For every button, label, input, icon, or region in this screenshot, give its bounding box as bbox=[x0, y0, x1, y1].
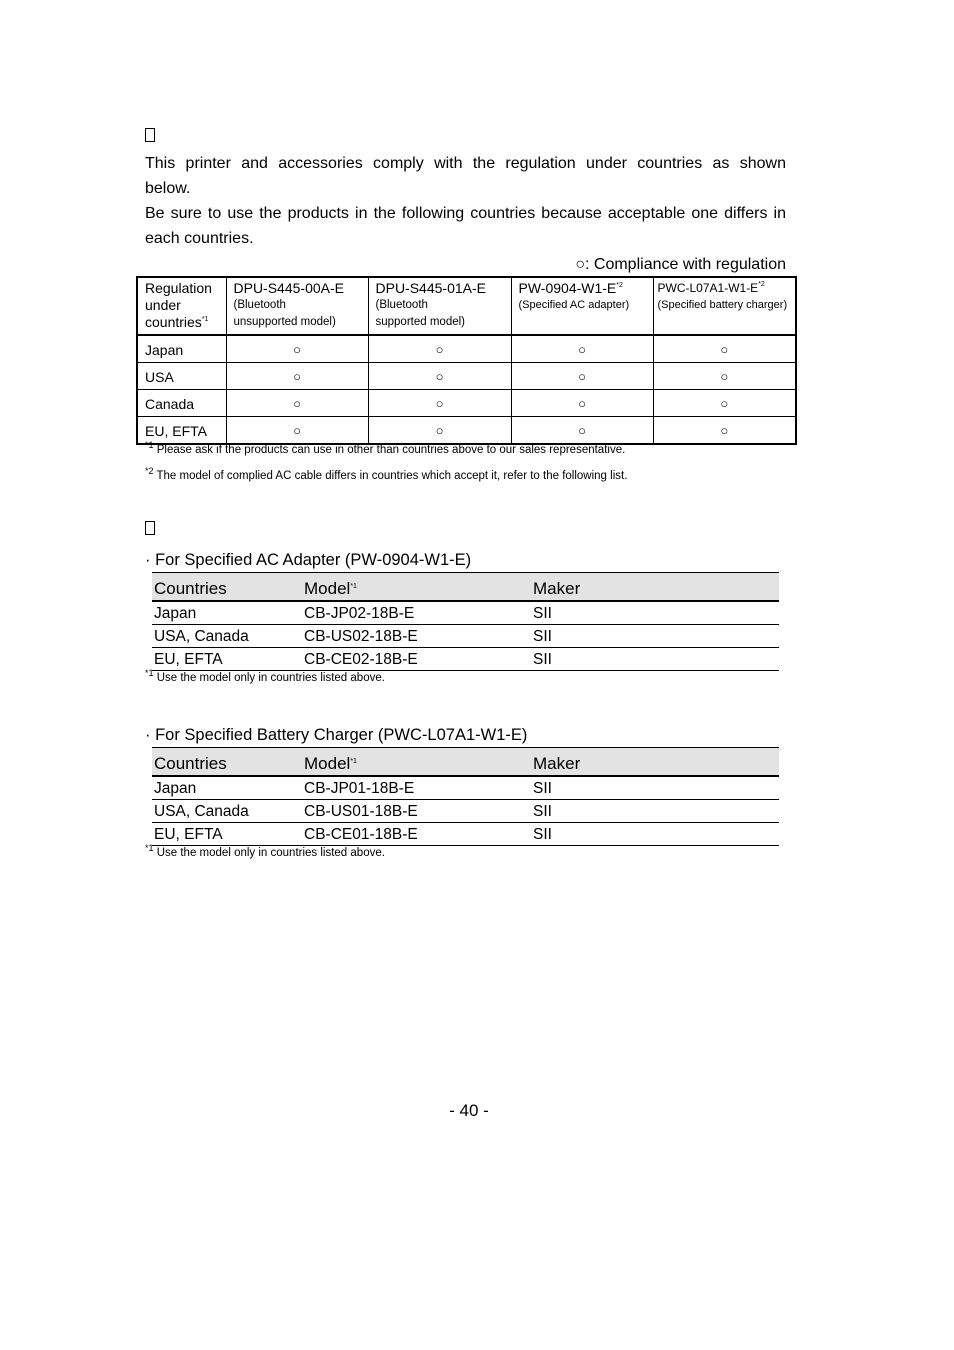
table-row: Japan CB-JP02-18B-E SII bbox=[152, 601, 779, 625]
ac-adapter-heading: · For Specified AC Adapter (PW-0904-W1-E) bbox=[145, 551, 472, 569]
compliance-legend: ○: Compliance with regulation bbox=[575, 256, 786, 273]
battery-charger-footnote: $^{*1}$ Use the model only in countries listed above. bbox=[145, 843, 385, 859]
table-row: EU, EFTA CB-CE01-18B-E SII bbox=[152, 823, 779, 846]
intro-line-3: Be sure to use the products in the following countries because acceptable one differs in bbox=[145, 205, 786, 222]
compliance-row-usa: USA ○ ○ ○ ○ bbox=[137, 363, 796, 390]
intro-text bbox=[145, 151, 786, 251]
table-row: USA, Canada CB-US02-18B-E SII bbox=[152, 625, 779, 648]
header-regulation: Regulation under countries$^{*1}$ bbox=[137, 277, 226, 335]
header-pwc-l07a1: PWC-$L07A1-W1-E^{*2}$ (Specified battery charger) bbox=[653, 277, 796, 335]
header-dpu-01a: DPU-S445-01A-E (Bluetooth supported model) bbox=[368, 277, 511, 335]
missing-glyph-box-2 bbox=[145, 521, 155, 535]
intro-line-2: below. bbox=[145, 180, 191, 197]
missing-glyph-box-1 bbox=[145, 128, 155, 142]
intro-line-1: This printer and accessories comply with the regulation under countries as shown bbox=[145, 155, 786, 172]
table-row: EU, EFTA CB-CE02-18B-E SII bbox=[152, 648, 779, 671]
footnote-1: $^{*1}$ Please ask if the products can use in other than countries above to our sales representative. bbox=[145, 440, 626, 456]
compliance-row-eu: EU, EFTA ○ ○ ○ ○ bbox=[137, 417, 796, 445]
battery-charger-table bbox=[152, 747, 779, 846]
table-row: Japan CB-JP01-18B-E SII bbox=[152, 776, 779, 800]
battery-charger-heading: · For Specified Battery Charger (PWC-L07A1-W1-E) bbox=[145, 726, 528, 744]
compliance-header-row bbox=[137, 277, 796, 335]
compliance-row-canada: Canada ○ ○ ○ ○ bbox=[137, 390, 796, 417]
battery-charger-header-row: Countries Model$^{*1}$ Maker bbox=[152, 748, 779, 777]
ac-adapter-footnote: $^{*1}$ Use the model only in countries listed above. bbox=[145, 668, 385, 684]
intro-line-4: each countries. bbox=[145, 230, 254, 247]
compliance-row-japan: Japan ○ ○ ○ ○ bbox=[137, 335, 796, 363]
header-pw-0904: $PW-0904-W1-E^{*2}$ (Specified AC adapter) bbox=[511, 277, 653, 335]
page-number: - 40 - bbox=[449, 1101, 489, 1120]
header-dpu-00a: DPU-S445-00A-E (Bluetooth unsupported model) bbox=[226, 277, 368, 335]
footnote-2: $^{*2}$ The model of complied AC cable differs in countries which accept it, refer to the following list. bbox=[145, 466, 628, 482]
table-row: USA, Canada CB-US01-18B-E SII bbox=[152, 800, 779, 823]
compliance-table bbox=[136, 276, 797, 445]
ac-adapter-table bbox=[152, 572, 779, 671]
ac-adapter-header-row: Countries Model$^{*1}$ Maker bbox=[152, 573, 779, 602]
